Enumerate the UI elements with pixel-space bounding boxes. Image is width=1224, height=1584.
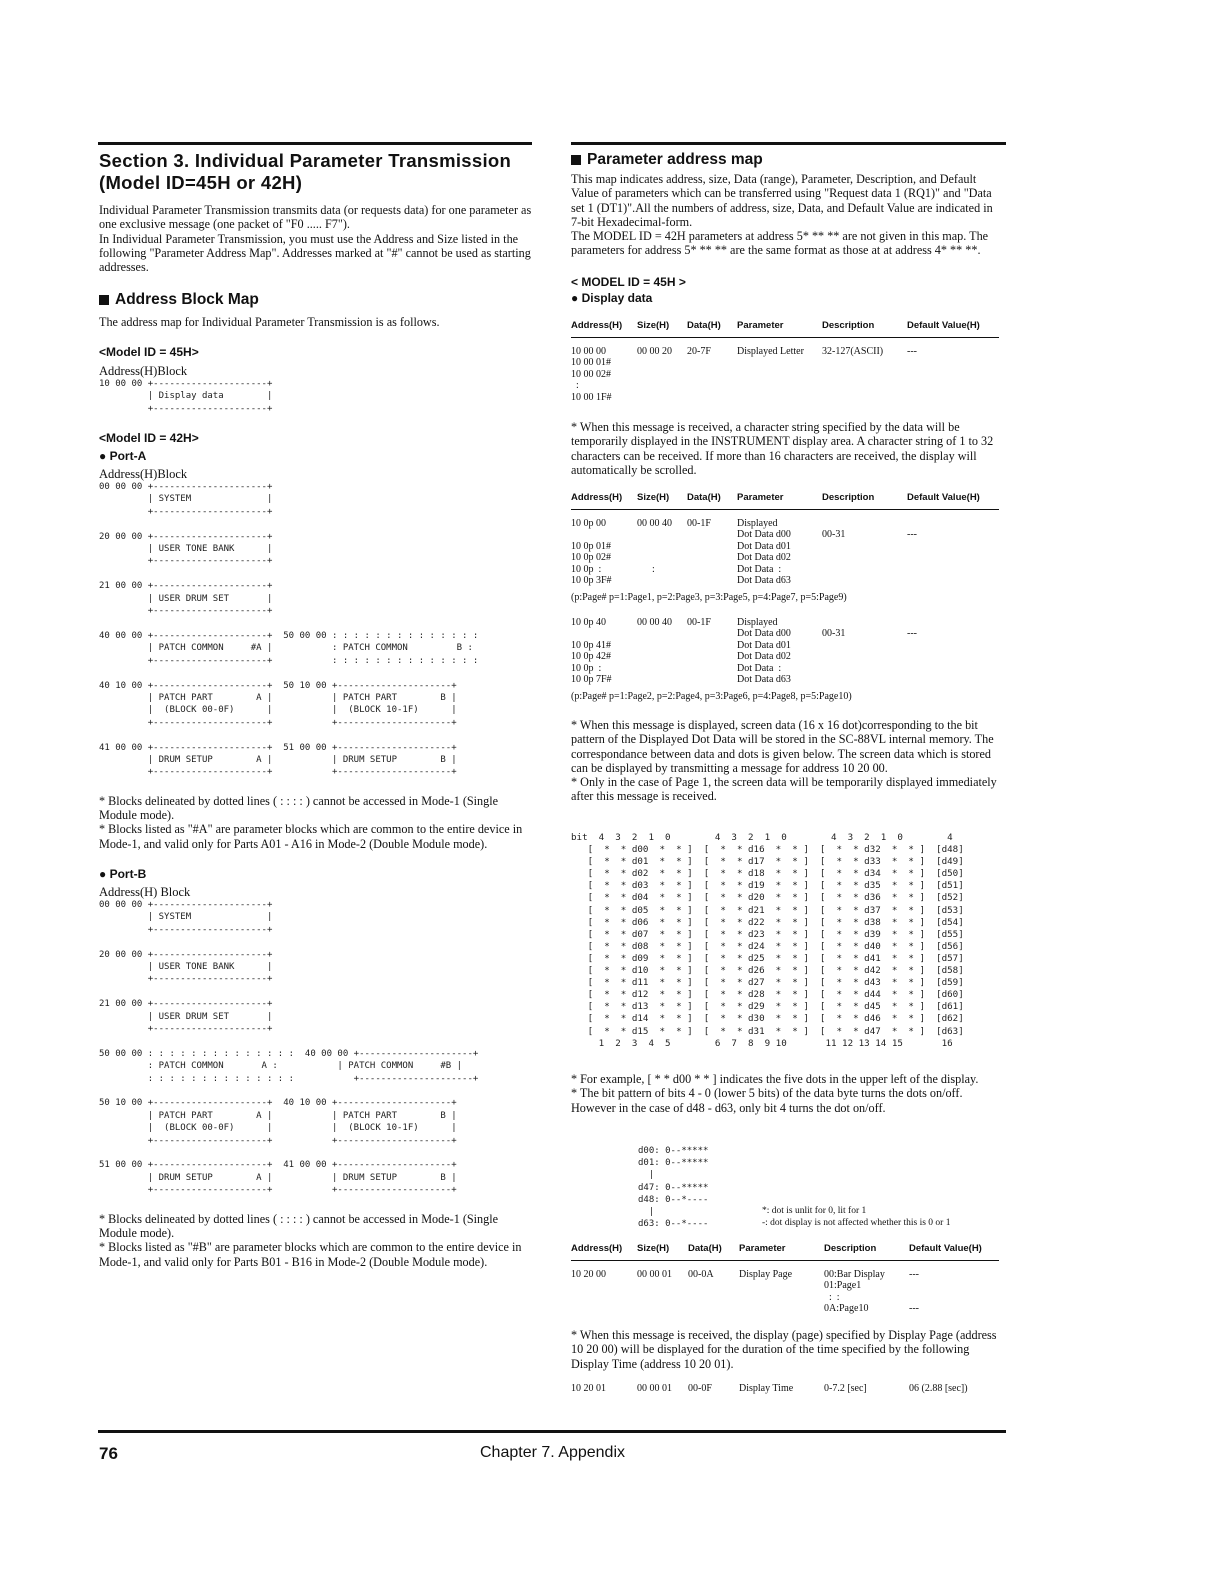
top-rule-right	[571, 142, 1006, 145]
parameter-address-map-heading	[571, 150, 1004, 170]
table3-rule	[571, 1260, 999, 1261]
col-address: Address(H)	[571, 492, 623, 503]
t4-data: 00-0F	[688, 1383, 712, 1394]
parameter-address-map-text: This map indicates address, size, Data (range), Parameter, Description, and Default Value of parameters which can be transferred using "Request data 1 (RQ1)" and "Data set 1 (DT1)".All the numbers of address, size, Data, and Default Value are indicated in 7-bit Hexadecimal-form. The MODEL ID = 42H parameters at address 5* ** ** are not given in this map. The parameters for address 5* ** ** are the same format as those at at address 4* ** **.	[571, 172, 993, 258]
col-default: Default Value(H)	[909, 1243, 982, 1254]
bullet-icon: ●	[571, 290, 579, 305]
col-address: Address(H)	[571, 320, 623, 331]
t4-description: 0-7.2 [sec]	[824, 1383, 867, 1394]
col-size: Size(H)	[637, 1243, 670, 1254]
col-description: Description	[824, 1243, 877, 1254]
port-a-block-map: 00 00 00 +---------------------+ | SYSTEM | +---------------------+ 20 00 00 +---------------------+ | USER TONE BANK | +---------------------+ 21 00 00 +---------------------+ | USER DRUM SET | +---------------------+ 40 00 00 +---------------------+ 50 00 00 : : : : : : : : : : : : : : | PATCH COMMON #A | : PATCH COMMON B : +---------------------+ : : : : : : : : : : : : : : 40 10 00 +---------------------+ 50 10 00 +---------------------+ | PATCH PART A | | PATCH PART B | | (BLOCK 00-0F) | | (BLOCK 10-1F) | +---------------------+ +---------------------+ 41 00 00 +---------------------+ 51 00 00 +---------------------+ | DRUM SETUP A | | DRUM SETUP B | +---------------------+ +---------------------+	[99, 482, 479, 778]
address-block-map-heading	[99, 290, 533, 310]
page-number: 76	[99, 1444, 118, 1463]
t2a-size: 00 00 40 :	[637, 518, 672, 575]
t2a-parameter: Displayed Dot Data d00 Dot Data d01 Dot Data d02 Dot Data : Dot Data d63	[737, 518, 791, 587]
display-data-label: Display data	[581, 290, 653, 305]
bullet-icon: ●	[99, 449, 107, 463]
col-size: Size(H)	[637, 320, 670, 331]
address-block-label: Address(H)Block	[99, 363, 188, 378]
port-b-block-map: 00 00 00 +---------------------+ | SYSTEM | +---------------------+ 20 00 00 +---------------------+ | USER TONE BANK | +---------------------+ 21 00 00 +---------------------+ | USER DRUM SET | +---------------------+ 50 00 00 : : : : : : : : : : : : : : 40 00 00 +---------------------+ : PATCH COMMON A : | PATCH COMMON #B | : : : : : : : : : : : : : : +---------------------+ 50 10 00 +---------------------+ 40 10 00 +---------------------+ | PATCH PART A | | PATCH PART B | | (BLOCK 00-0F) | | (BLOCK 10-1F) | +---------------------+ +---------------------+ 51 00 00 +---------------------+ 41 00 00 +---------------------+ | DRUM SETUP A | | DRUM SETUP B | +---------------------+ +---------------------+	[99, 899, 479, 1196]
table1-rule	[571, 337, 999, 338]
square-bullet-icon	[99, 295, 109, 305]
port-a-label: Port-A	[109, 449, 147, 463]
col-parameter: Parameter	[737, 492, 784, 503]
port-b-note: * Blocks delineated by dotted lines ( : : : : ) cannot be accessed in Mode-1 (Single Module mode). * Blocks listed as "#B" are parameter blocks which are common to the entire device in Mode-1, and valid only for Parts B01 - B16 in Mode-2 (Double Module mode).	[99, 1211, 522, 1269]
note-display-letter: * When this message is received, a character string specified by the data will be temporarily displayed in the INSTRUMENT display area. A character string of 1 to 32 characters can be received. If more than 16 characters are received, the display will automatically be scrolled.	[571, 420, 994, 477]
bullet-icon: ●	[99, 866, 107, 881]
section-title-line1: Section 3. Individual Parameter Transmission	[99, 150, 512, 171]
top-rule-left	[98, 142, 532, 145]
t3-description: 00:Bar Display 01:Page1 : : 0A:Page10	[824, 1269, 885, 1315]
t3-address: 10 20 00	[571, 1269, 606, 1280]
col-default: Default Value(H)	[907, 320, 980, 331]
port-b-label: Port-B	[109, 866, 147, 881]
t2a-default: ---	[907, 529, 917, 541]
display-data-heading	[571, 290, 1004, 306]
t1-data: 20-7F	[687, 346, 711, 357]
t2b-page-note: (p:Page# p=1:Page2, p=2:Page4, p=3:Page6, p=4:Page8, p=5:Page10)	[571, 691, 852, 702]
col-description: Description	[822, 492, 875, 503]
address-block-map-text: The address map for Individual Parameter Transmission is as follows.	[99, 315, 440, 330]
dot-bitmap-diagram: bit 4 3 2 1 0 4 3 2 1 0 4 3 2 1 0 4 [ * * d00 * * ] [ * * d16 * * ] [ * * d32 * * ] [d48] [ * * d01 * * ] [ * * d17 * * ] [ * * d33 * * ] [d49] [ * * d02 * * ] [ * * d18 * * ] [ * * d34 * * ] [d50] [ * * d03 * * ] [ * * d19 * * ] [ * * d35 * * ] [d51] [ * * d04 * * ] [ * * d20 * * ] [ * * d36 * * ] [d52] [ * * d05 * * ] [ * * d21 * * ] [ * * d37 * * ] [d53] [ * * d06 * * ] [ * * d22 * * ] [ * * d38 * * ] [d54] [ * * d07 * * ] [ * * d23 * * ] [ * * d39 * * ] [d55] [ * * d08 * * ] [ * * d24 * * ] [ * * d40 * * ] [d56] [ * * d09 * * ] [ * * d25 * * ] [ * * d41 * * ] [d57] [ * * d10 * * ] [ * * d26 * * ] [ * * d42 * * ] [d58] [ * * d11 * * ] [ * * d27 * * ] [ * * d43 * * ] [d59] [ * * d12 * * ] [ * * d28 * * ] [ * * d44 * * ] [d60] [ * * d13 * * ] [ * * d29 * * ] [ * * d45 * * ] [d61] [ * * d14 * * ] [ * * d30 * * ] [ * * d46 * * ] [d62] [ * * d15 * * ] [ * * d31 * * ] [ * * d47 * * ] [d63] 1 2 3 4 5 6 7 8 9 10 11 12 13 14 15 16	[571, 832, 964, 1049]
port-a-address-label: Address(H)Block	[99, 467, 188, 481]
col-size: Size(H)	[637, 492, 670, 503]
col-description: Description	[822, 320, 875, 331]
footer-rule	[98, 1430, 1006, 1433]
t2a-address: 10 0p 00 10 0p 01# 10 0p 02# 10 0p : 10 0p 3F#	[571, 518, 612, 587]
t1-size: 00 00 20	[637, 346, 672, 357]
right-column	[571, 150, 1004, 306]
col-default: Default Value(H)	[907, 492, 980, 503]
col-data: Data(H)	[687, 492, 721, 503]
t3-size: 00 00 01	[637, 1269, 672, 1280]
t3-parameter: Display Page	[739, 1269, 793, 1280]
port-a-heading	[99, 448, 533, 464]
t2b-default: ---	[907, 628, 917, 640]
t4-size: 00 00 01	[637, 1383, 672, 1394]
t1-parameter: Displayed Letter	[737, 346, 804, 357]
dot-legend-lit: *: dot is unlit for 0, lit for 1	[762, 1206, 867, 1216]
model-42h-label: <Model ID = 42H>	[99, 431, 199, 445]
model-45h-label: <Model ID = 45H>	[99, 344, 199, 359]
t4-parameter: Display Time	[739, 1383, 794, 1394]
port-a-note: * Blocks delineated by dotted lines ( : : : : ) cannot be accessed in Mode-1 (Single Module mode). * Blocks listed as "#A" are parameter blocks which are common to the entire device in Mode-1, and valid only for Parts A01 - A16 in Mode-2 (Double Module mode).	[99, 793, 523, 851]
t2b-size: 00 00 40	[637, 617, 672, 628]
address-block-map-title: Address Block Map	[115, 291, 259, 309]
col-parameter: Parameter	[737, 320, 784, 331]
dot-pattern-example: d00: 0--***** d01: 0--***** | d47: 0--***** d48: 0--*---- | d63: 0--*----	[638, 1146, 709, 1230]
col-address: Address(H)	[571, 1243, 623, 1254]
t4-address: 10 20 01	[571, 1383, 606, 1394]
left-column	[99, 150, 533, 1269]
t3-default: --- ---	[909, 1269, 919, 1315]
t4-default: 06 (2.88 [sec])	[909, 1383, 968, 1394]
t1-address: 10 00 00 10 00 01# 10 00 02# : 10 00 1F#	[571, 346, 612, 403]
parameter-address-map-title: Parameter address map	[587, 151, 763, 168]
square-bullet-icon	[571, 155, 581, 165]
t3-data: 00-0A	[688, 1269, 714, 1280]
col-data: Data(H)	[688, 1243, 722, 1254]
t2b-address: 10 0p 40 10 0p 41# 10 0p 42# 10 0p : 10 0p 7F#	[571, 617, 612, 686]
t2a-data: 00-1F	[687, 518, 711, 529]
t2b-data: 00-1F	[687, 617, 711, 628]
section-intro: Individual Parameter Transmission transmits data (or requests data) for one parameter as one exclusive message (one packet of "F0 ..... F7"). In Individual Parameter Transmission, you must use the Address and Size listed in the following "Parameter Address Map". Addresses marked at "#" cannot be used as starting addresses.	[99, 203, 532, 275]
model-45h-block: 10 00 00 +---------------------+ | Display data | +---------------------+	[99, 378, 273, 414]
port-b-heading	[99, 866, 533, 882]
note-dot-data: * When this message is displayed, screen data (16 x 16 dot)corresponding to the bit pattern of the Displayed Dot Data will be stored in the SC-88VL internal memory. The correspondance between data and dots is given below. The screen data which is stored can be displayed by transmitting a message for address 10 20 00. * Only in the case of Page 1, the screen data will be temporarily displayed immediately after this message is received.	[571, 718, 997, 804]
port-b-address-label: Address(H) Block	[99, 884, 191, 899]
t1-default: ---	[907, 346, 917, 357]
t2b-description: 00-31	[822, 628, 846, 640]
t1-description: 32-127(ASCII)	[822, 346, 884, 357]
chapter-title: Chapter 7. Appendix	[480, 1444, 625, 1461]
col-data: Data(H)	[687, 320, 721, 331]
dot-legend-unaffected: -: dot display is not affected whether this is 0 or 1	[762, 1218, 951, 1228]
t2a-description: 00-31	[822, 529, 846, 541]
note-bit-pattern: * For example, [ * * d00 * * ] indicates the five dots in the upper left of the display. * The bit pattern of bits 4 - 0 (lower 5 bits) of the data byte turns the dots on/off. However in the case of d48 - d63, only bit 4 turns the dot on/off.	[571, 1072, 979, 1115]
t2a-page-note: (p:Page# p=1:Page1, p=2:Page3, p=3:Page5, p=4:Page7, p=5:Page9)	[571, 592, 847, 603]
note-display-page: * When this message is received, the display (page) specified by Display Page (address 10 20 00) will be displayed for the duration of the time specified by the following Display Time (address 10 20 01).	[571, 1328, 997, 1371]
section-title-line2: (Model ID=45H or 42H)	[99, 172, 303, 193]
model-45h-subtitle: < MODEL ID = 45H >	[571, 274, 686, 289]
t2b-parameter: Displayed Dot Data d00 Dot Data d01 Dot Data d02 Dot Data : Dot Data d63	[737, 617, 791, 686]
table2-rule	[571, 509, 999, 510]
col-parameter: Parameter	[739, 1243, 786, 1254]
